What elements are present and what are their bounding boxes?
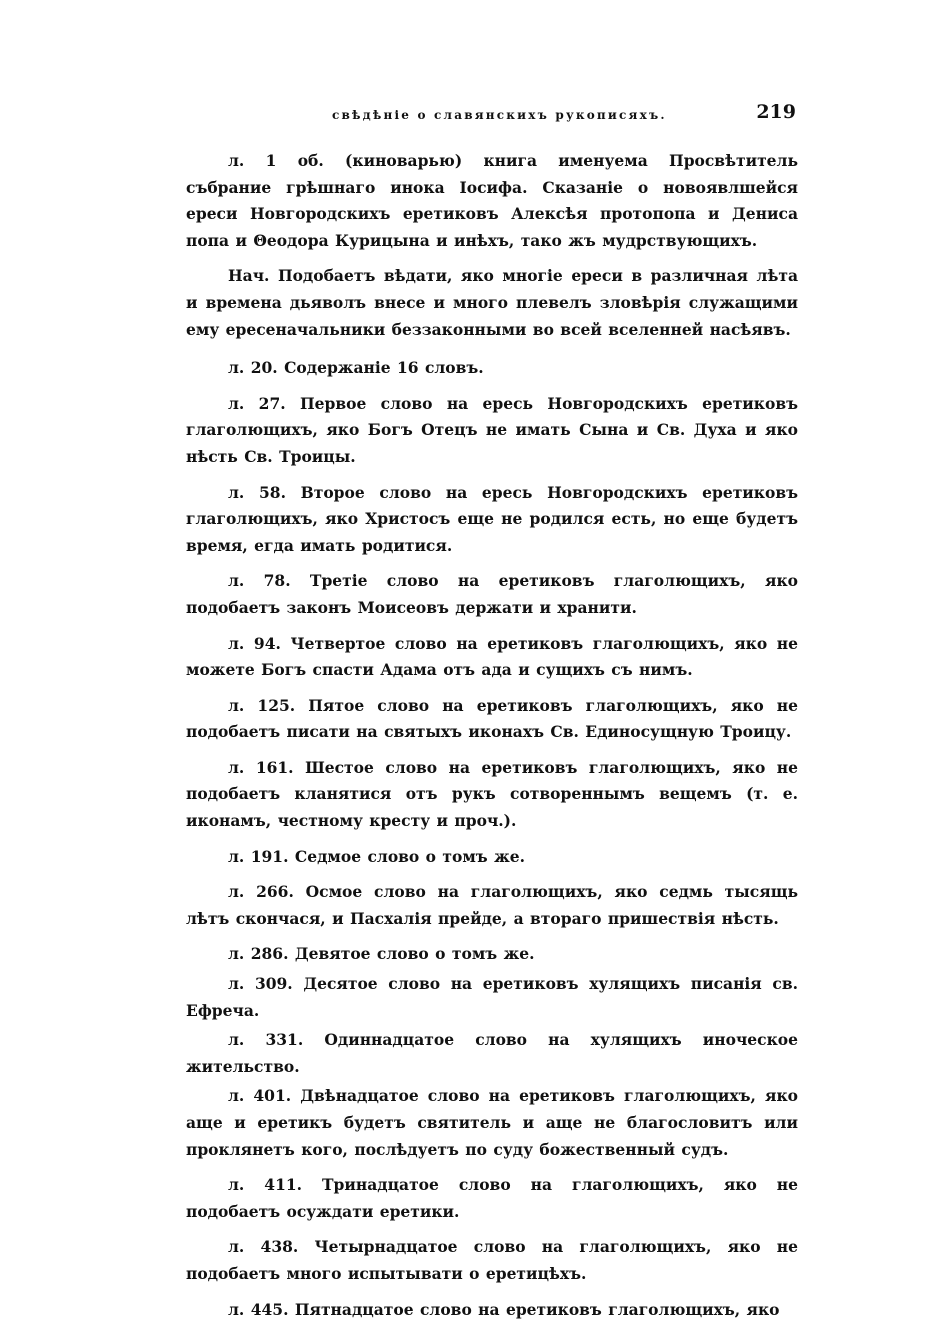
- paragraph-folio-309: л. 309. Десятое слово на еретиковъ хулящихъ писанія св. Ефреча.: [186, 974, 798, 1020]
- paragraph-folio-27: л. 27. Первое слово на ересь Новгородскихъ еретиковъ глаголющихъ, яко Богъ Отецъ не имать Сына и Св. Духа и яко нѣсть Св. Троицы.: [186, 393, 798, 466]
- paragraph-folio-20: л. 20. Содержаніе 16 словъ.: [228, 358, 484, 378]
- running-head: [186, 101, 798, 131]
- paragraph-folio-1: л. 1 об. (киноварью) книга именуема Просвѣтитель събрание грѣшнаго инока Іосифа. Сказаніе о новоявлшейся ереси Новгородскихъ еретиковъ Алексѣя протопопа и Дениса попа и Θеодора Курицына и инѣхъ, тако жъ мудрствующихъ.: [186, 151, 798, 250]
- paragraph-folio-94: л. 94. Четвертое слово на еретиковъ глаголющихъ, яко не можете Богъ спасти Адама отъ ада и сущихъ съ нимъ.: [186, 633, 798, 680]
- page-number: 219: [756, 101, 796, 123]
- paragraph-folio-445: л. 445. Пятнадцатое слово на еретиковъ глаголющихъ, яко: [228, 1299, 780, 1319]
- paragraph-folio-58: л. 58. Второе слово на ересь Новгородскихъ еретиковъ глаголющихъ, яко Христосъ еще не родился есть, но еще будетъ время, егда имать родитися.: [186, 482, 798, 555]
- paragraph-folio-438: л. 438. Четырнадцатое слово на глаголющихъ, яко не подобаетъ много испытывати о еретицѣхъ.: [186, 1237, 798, 1283]
- paragraph-folio-191: л. 191. Седмое слово о томъ же.: [228, 846, 526, 866]
- main-text: [186, 148, 798, 1332]
- running-title: свѣдѣніе о славянскихъ рукописяхъ.: [332, 108, 667, 122]
- paragraph-folio-286: л. 286. Девятое слово о томъ же.: [228, 944, 535, 964]
- paragraph-incipit: Нач. Подобаетъ вѣдати, яко многіе ереси в различная лѣта и времена дьяволъ внесе и много плевелъ зловѣрія служащими ему ересеначальники беззаконными во всей вселенней насѣявъ.: [186, 266, 798, 339]
- paragraph-folio-401: л. 401. Двѣнадцатое слово на еретиковъ глаголющихъ, яко аще и еретикъ будетъ святитель и аще не благословитъ или проклянетъ кого, послѣдуетъ по суду божественный судъ.: [186, 1086, 798, 1159]
- paragraph-folio-125: л. 125. Пятое слово на еретиковъ глаголющихъ, яко не подобаетъ писати на святыхъ иконахъ Св. Единосущную Троицу.: [186, 695, 798, 742]
- paragraph-folio-161: л. 161. Шестое слово на еретиковъ глаголющихъ, яко не подобаетъ кланятися отъ рукъ сотвореннымъ вещемъ (т. е. иконамъ, честному кресту и проч.).: [186, 757, 798, 831]
- paragraph-folio-411: л. 411. Тринадцатое слово на глаголющихъ, яко не подобаетъ осуждати еретики.: [186, 1175, 798, 1221]
- paragraph-folio-266: л. 266. Осмое слово на глаголющихъ, яко седмь тысящь лѣтъ скончася, и Пасхалія прейде, а втораго пришествія нѣсть.: [186, 882, 798, 928]
- paragraph-folio-331: л. 331. Одиннадцатое слово на хулящихъ иноческое жительство.: [186, 1030, 798, 1076]
- paragraph-folio-78: л. 78. Третіе слово на еретиковъ глаголющихъ, яко подобаетъ законъ Моисеовъ держати и хранити.: [186, 571, 798, 617]
